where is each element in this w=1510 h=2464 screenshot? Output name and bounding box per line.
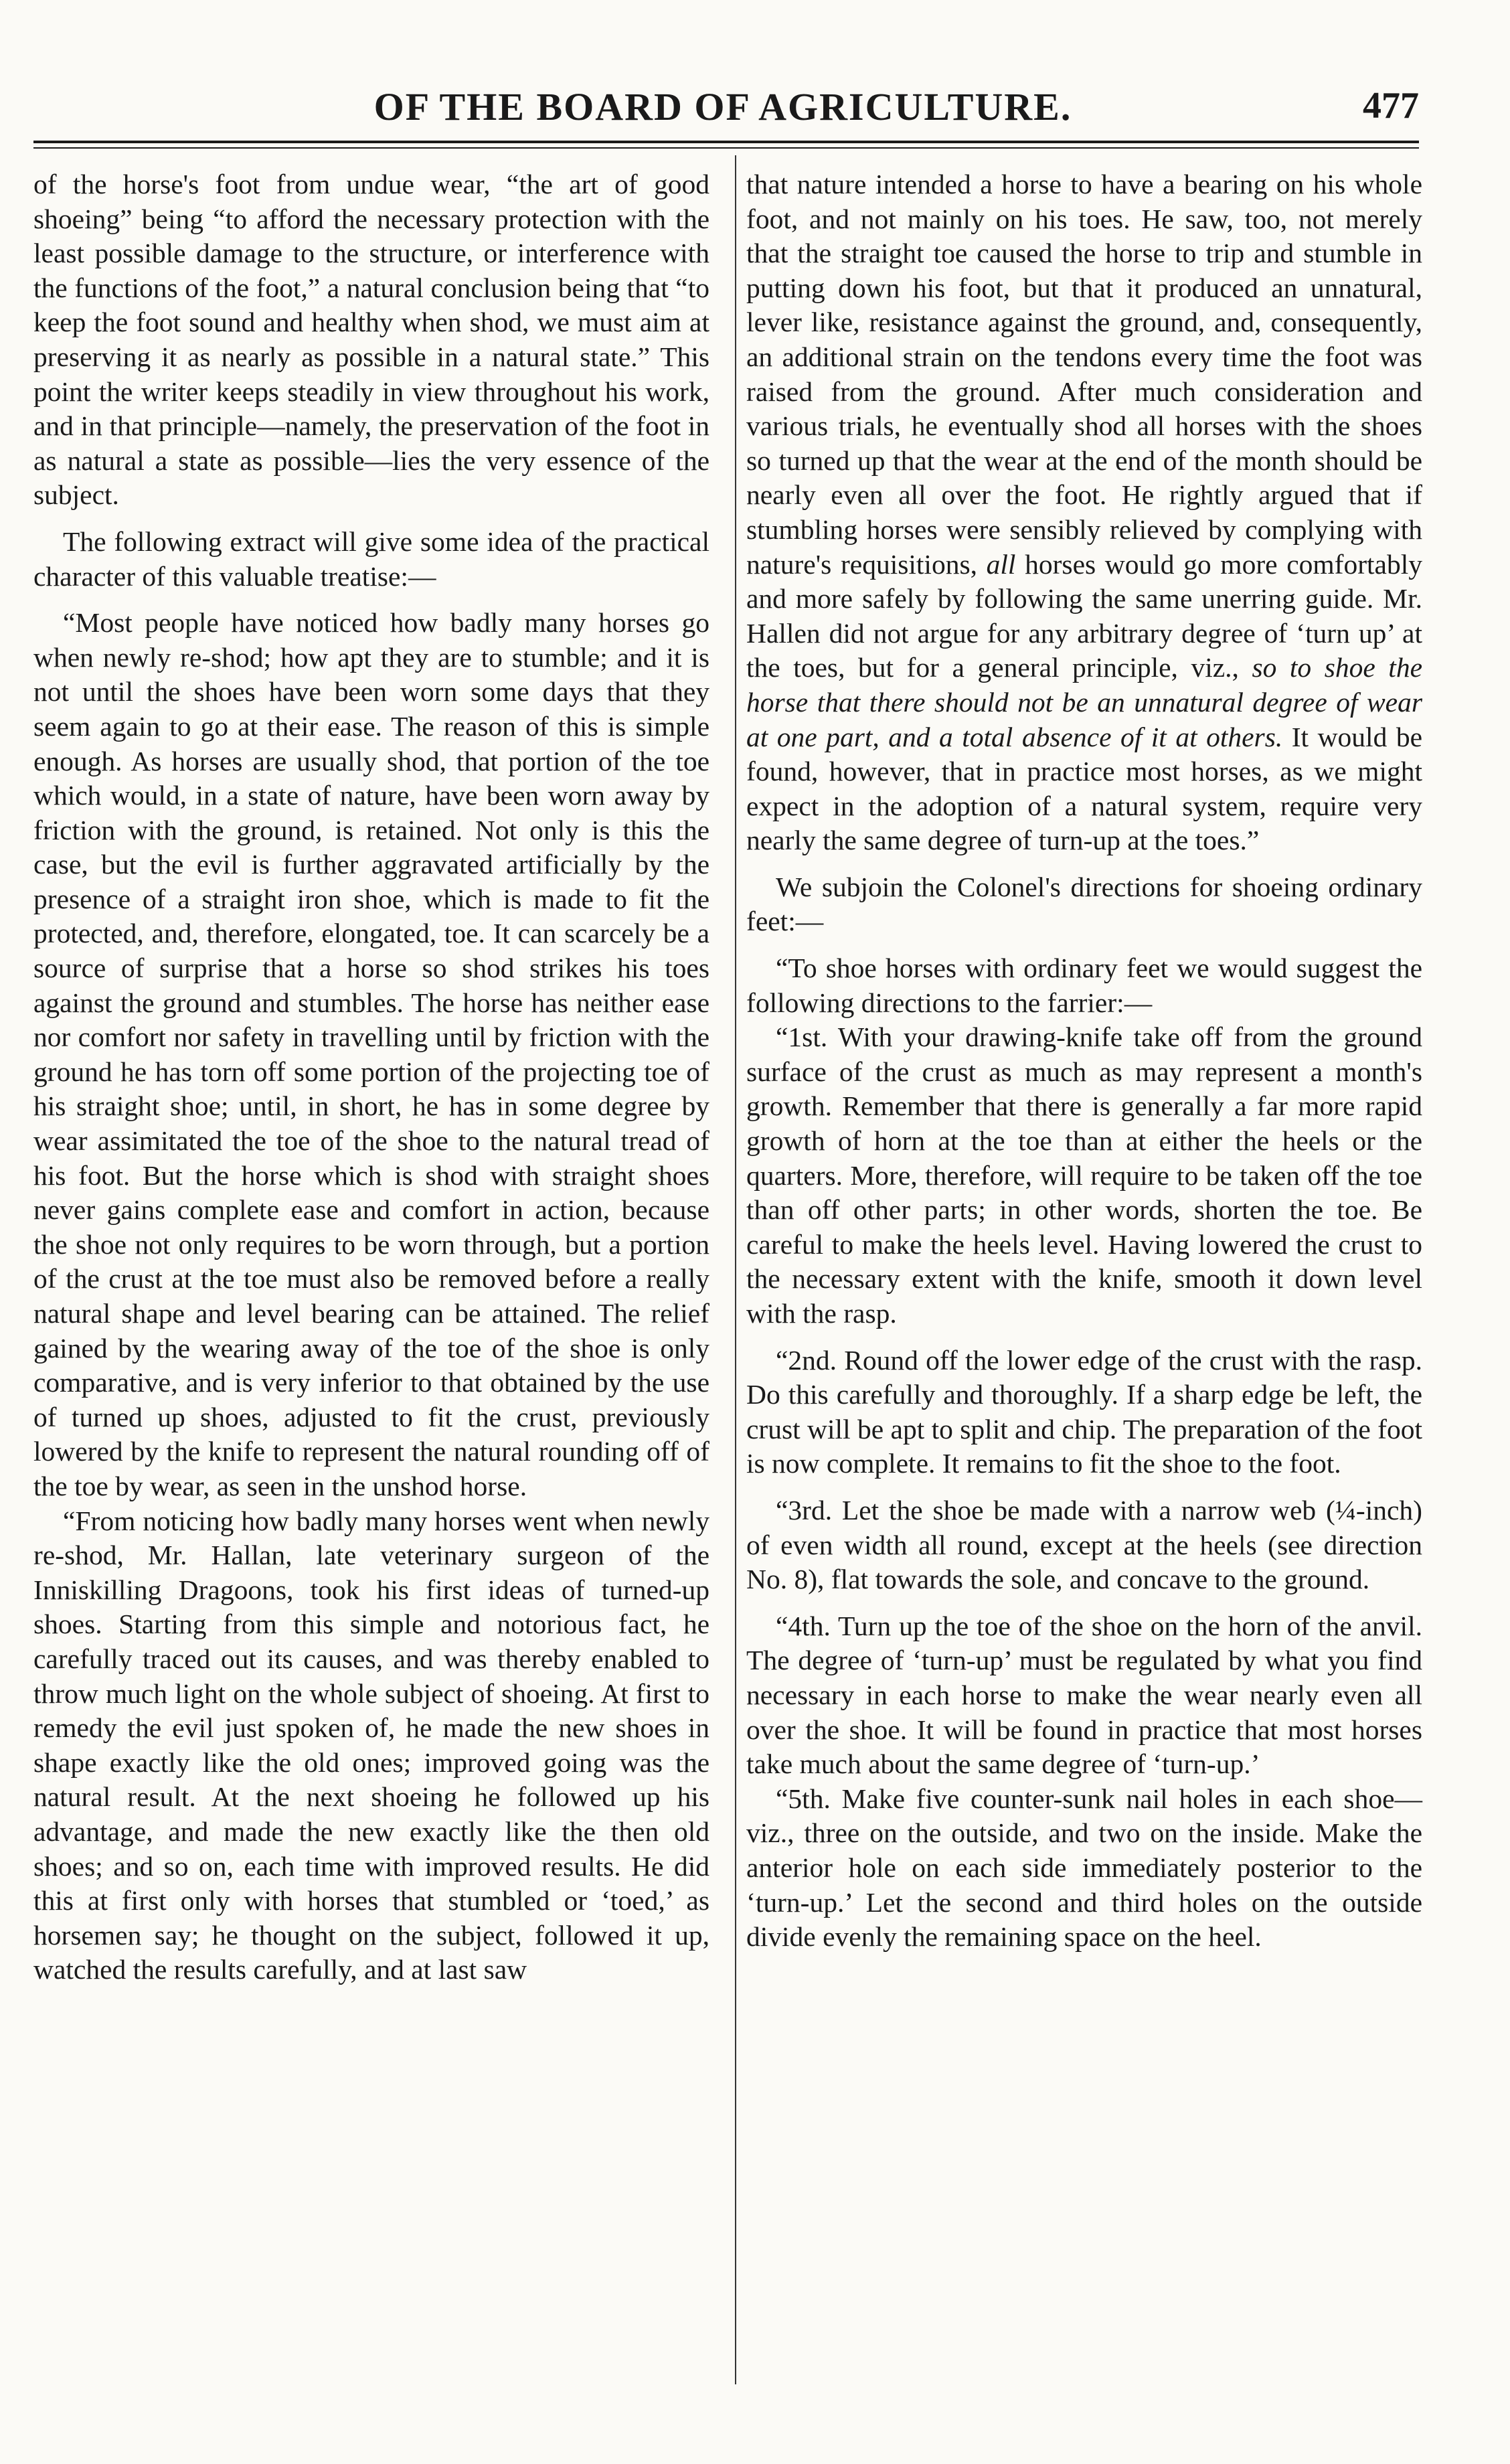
right-paragraph-1 (746, 167, 1422, 858)
right-paragraph-1-emphasis-all: all (986, 548, 1016, 580)
right-paragraph-7: “4th. Turn up the toe of the shoe on the horn of the anvil. The degree of ‘turn-up’ must be regulated by what you find necessary in each horse to make the wear nearly even all over the shoe. It will be found in practice that most horses take much about the same degree of ‘turn-up.’ (746, 1610, 1422, 1780)
left-paragraph-4: “From noticing how badly many horses went when newly re-shod, Mr. Hallan, late veterinary surgeon of the Inniskilling Dragoons, took his first ideas of turned-up shoes. Starting from this simple and notorious fact, he carefully traced out its causes, and was thereby enabled to throw much light on the whole subject of shoeing. At first to remedy the evil just spoken of, he made the new shoes in shape exactly like the old ones; improved going was the natural result. At the next shoeing he followed up his advantage, and made the new exactly like the then old shoes; and so on, each time with improved results. He did this at first only with horses that stumbled or ‘toed,’ as horsemen say; he thought on the subject, followed it up, watched the results carefully, and at last saw (33, 1505, 709, 1985)
left-column (33, 167, 709, 1987)
right-paragraph-1-emphasis-principle: so to shoe the horse that there should not be an unnatural degree of wear at one part, and a total absence of it at others. (746, 652, 1422, 752)
right-paragraph-1-part-b: horses would go more comfortably and more safely by following the same unerring guide. Mr. Hallen did not argue for any arbitrary degree of ‘turn up’ at the toes, but for a general principle, viz., (746, 548, 1423, 683)
page-header (33, 79, 1419, 139)
header-rule-thin (33, 147, 1419, 149)
column-divider (735, 155, 736, 2384)
right-column (746, 167, 1422, 1955)
left-paragraph-3: “Most people have noticed how badly many horses go when newly re-shod; how apt they are to stumble; and it is not until the shoes have been worn some days that they seem again to go at their ease. The reason of this is simple enough. As horses are usually shod, that portion of the toe which would, in a state of nature, have been worn away by friction with the ground, is retained. Not only is this the case, but the evil is further aggravated artificially by the presence of a straight iron shoe, which is made to fit the protected, and, therefore, elongated, toe. It can scarcely be a source of surprise that a horse so shod strikes his toes against the ground and stumbles. The horse has neither ease nor comfort nor safety in travelling until by friction with the ground he has torn off some portion of the projecting toe of his straight shoe; until, in short, he has in some degree by wear assimitated the toe of the shoe to the natural tread of his foot. But the horse which is shod with straight shoes never gains complete ease and comfort in action, because the shoe not only requires to be worn through, but a portion of the crust at the toe must also be removed before a really natural shape and level bearing can be attained. The relief gained by the wearing away of the toe of the shoe is only comparative, and is very inferior to that obtained by the use of turned up shoes, adjusted to fit the crust, previously lowered by the knife to represent the natural rounding off of the toe by wear, as seen in the unshod horse. (33, 607, 709, 1501)
left-paragraph-2: The following extract will give some idea of the practical character of this valuable treatise:— (33, 525, 709, 592)
header-rule (33, 141, 1419, 143)
right-paragraph-3: “To shoe horses with ordinary feet we would suggest the following directions to the farrier:— (746, 953, 1422, 1018)
page-number: 477 (1363, 85, 1419, 127)
right-paragraph-2: We subjoin the Colonel's directions for shoeing ordinary feet:— (746, 871, 1422, 937)
right-paragraph-1-part-c: It would be found, however, that in practice most horses, as we might expect in the adoption of a natural system, require very nearly the same degree of turn-up at the toes.” (746, 721, 1422, 856)
right-paragraph-1-part-a: that nature intended a horse to have a bearing on his whole foot, and not mainly on his toes. He saw, too, not merely that the straight toe caused the horse to trip and stumble in putting down his foot, but that it produced an unnatural, lever like, resistance against the ground, and, consequently, an additional strain on the tendons every time the foot was raised from the ground. After much consideration and various trials, he eventually shod all horses with the shoes so turned up that the wear at the end of the month should be nearly even all over the foot. He rightly argued that if stumbling horses were sensibly relieved by complying with nature's requisitions, (746, 169, 1422, 580)
running-title: OF THE BOARD OF AGRICULTURE. (373, 85, 1072, 129)
right-paragraph-4: “1st. With your drawing-knife take off from the ground surface of the crust as much as may represent a month's growth. Remember that there is generally a far more rapid growth of horn at the toe than at either the heels or the quarters. More, therefore, will require to be taken off the toe than off other parts; in other words, shorten the toe. Be careful to make the heels level. Having lowered the crust to the necessary extent with the knife, smooth it down level with the rasp. (746, 1021, 1422, 1329)
right-paragraph-6: “3rd. Let the shoe be made with a narrow web (¼-inch) of even width all round, except at the heels (see direction No. 8), flat towards the sole, and concave to the ground. (746, 1494, 1422, 1595)
left-paragraph-1: of the horse's foot from undue wear, “the art of good shoeing” being “to afford the necessary protection with the least possible damage to the structure, or interference with the functions of the foot,” a natural conclusion being that “to keep the foot sound and healthy when shod, we must aim at preserving it as nearly as possible in a natural state.” This point the writer keeps steadily in view throughout his work, and in that principle—namely, the preservation of the foot in as natural a state as possible—lies the very essence of the subject. (33, 169, 709, 511)
right-paragraph-8: “5th. Make five counter-sunk nail holes in each shoe—viz., three on the outside, and two on the inside. Make the anterior hole on each side immediately posterior to the ‘turn-up.’ Let the second and third holes on the outside divide evenly the remaining space on the heel. (746, 1783, 1422, 1953)
right-paragraph-5: “2nd. Round off the lower edge of the crust with the rasp. Do this carefully and thoroughly. If a sharp edge be left, the crust will be apt to split and chip. The preparation of the foot is now complete. It remains to fit the shoe to the foot. (746, 1344, 1422, 1479)
